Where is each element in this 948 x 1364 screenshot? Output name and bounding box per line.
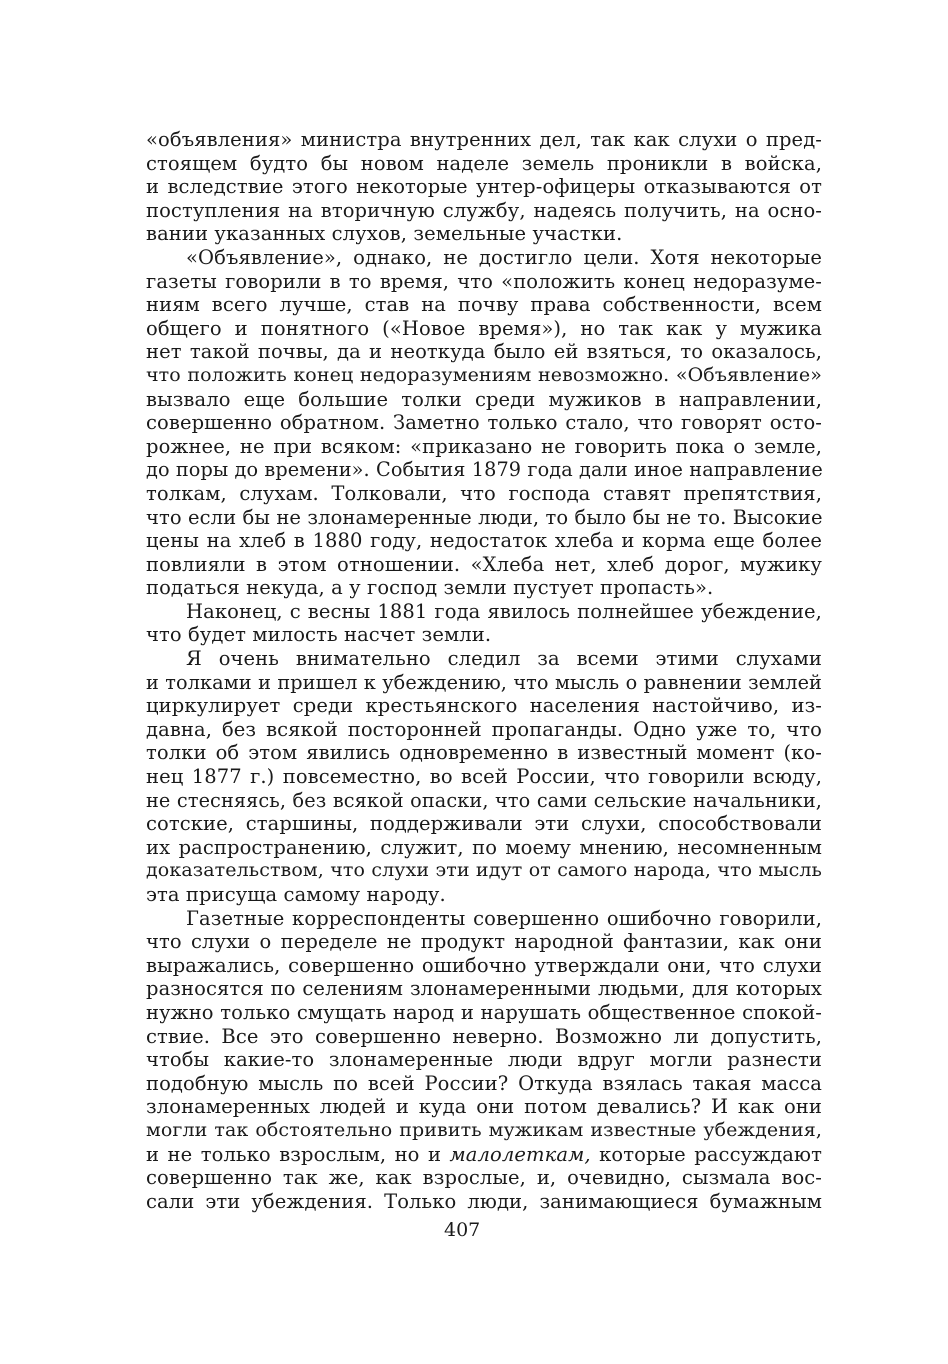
text-line: и толками и пришел к убеждению, что мысль о равнении землей bbox=[146, 670, 822, 694]
text-line: ниям всего лучше, став на почву права собственности, всем bbox=[146, 293, 822, 317]
text-line: что будет милость насчет земли. bbox=[146, 623, 492, 647]
text-line: вызвало еще большие толки среди мужиков в направлении, bbox=[146, 387, 822, 411]
text-line: сали эти убеждения. Только люди, занимающиеся бумажным bbox=[146, 1189, 822, 1213]
text-line: что положить конец недоразумениям невозможно. «Объявление» bbox=[146, 363, 822, 386]
text-line: и вследствие этого некоторые унтер-офицеры отказываются от bbox=[146, 175, 822, 199]
text-line: толкам, слухам. Толковали, что господа ставят препятствия, bbox=[146, 481, 822, 505]
text-line: что если бы не злонамеренные люди, то было бы не то. Высокие bbox=[146, 505, 823, 529]
text-line: Газетные корреспонденты совершенно ошибочно говорили, bbox=[186, 906, 822, 930]
text-line: злонамеренных людей и куда они потом девались? И как они bbox=[146, 1095, 822, 1119]
text-segment: которые рассуждают bbox=[590, 1142, 822, 1166]
text-line: подобную мысль по всей России? Откуда взялась такая масса bbox=[146, 1071, 822, 1095]
text-line: нужно только смущать народ и нарушать общественное спокой- bbox=[146, 1000, 822, 1024]
text-line: стоящем будто бы новом наделе земель проникли в войска, bbox=[146, 151, 822, 175]
text-line: их распространению, служит, по моему мнению, несомненным bbox=[146, 835, 822, 859]
text-line: выражались, совершенно ошибочно утверждали они, что слухи bbox=[146, 953, 822, 977]
text-line: чтобы какие-то злонамеренные люди вдруг могли разнести bbox=[146, 1048, 822, 1072]
text-line: поступления на вторичную службу, надеясь получить, на осно- bbox=[146, 198, 822, 222]
text-line: «Объявление», однако, не достигло цели. Хотя некоторые bbox=[186, 245, 822, 269]
text-line: совершенно так же, как взрослые, и, очевидно, сызмала вос- bbox=[146, 1166, 822, 1190]
text-line: не стесняясь, без всякой опаски, что сами сельские начальники, bbox=[146, 788, 822, 812]
text-line: совершенно обратном. Заметно только стало, что говорят осто- bbox=[146, 411, 822, 435]
italic-word: малолеткам, bbox=[449, 1142, 591, 1166]
text-line: податься некуда, а у господ земли пустует пропасть». bbox=[146, 576, 714, 600]
text-line: цены на хлеб в 1880 году, недостаток хлеба и корма еще более bbox=[146, 529, 822, 553]
text-line: доказательством, что слухи эти идут от самого народа, что мысль bbox=[146, 859, 822, 882]
page-number: 407 bbox=[444, 1219, 481, 1241]
text-line: Я очень внимательно следил за всеми этими слухами bbox=[186, 647, 822, 671]
text-line: толки об этом явились одновременно в известный момент (ко- bbox=[146, 741, 822, 765]
text-line: газеты говорили в то время, что «положить конец недоразуме- bbox=[146, 269, 822, 293]
text-line: нет такой почвы, да и неоткуда было ей взяться, то оказалось, bbox=[146, 340, 822, 364]
text-line: могли так обстоятельно привить мужикам известные убеждения, bbox=[146, 1118, 822, 1141]
text-line: Наконец, с весны 1881 года явилось полнейшее убеждение, bbox=[186, 599, 822, 623]
text-line: давна, без всякой посторонней пропаганды. Одно уже то, что bbox=[146, 717, 822, 741]
text-line: сотские, старшины, поддерживали эти слухи, способствовали bbox=[146, 812, 822, 836]
text-line: вании указанных слухов, земельные участки. bbox=[146, 222, 623, 246]
text-line: общего и понятного («Новое время»), но так как у мужика bbox=[146, 316, 822, 340]
text-line: ствие. Все это совершенно неверно. Возможно ли допустить, bbox=[146, 1024, 822, 1048]
text-line: повлияли в этом отношении. «Хлеба нет, хлеб дорог, мужику bbox=[146, 552, 822, 576]
text-line: что слухи о переделе не продукт народной фантазии, как они bbox=[146, 930, 822, 954]
page-text bbox=[146, 128, 822, 1213]
text-line: рожнее, не при всяком: «приказано не говорить пока о земле, bbox=[146, 434, 822, 458]
text-line: разносятся по селениям злонамеренными людьми, для которых bbox=[146, 977, 822, 1001]
text-line-with-italic bbox=[146, 1143, 822, 1167]
text-line: «объявления» министра внутренних дел, так как слухи о пред- bbox=[146, 128, 822, 151]
text-segment: и не только взрослым, но и bbox=[146, 1142, 450, 1166]
text-line: эта присуща самому народу. bbox=[146, 883, 446, 906]
text-line: нец 1877 г.) повсеместно, во всей России, что говорили всюду, bbox=[146, 765, 822, 789]
text-line: циркулирует среди крестьянского населения настойчиво, из- bbox=[146, 694, 822, 718]
text-line: до поры до времени». События 1879 года дали иное направление bbox=[146, 458, 823, 482]
